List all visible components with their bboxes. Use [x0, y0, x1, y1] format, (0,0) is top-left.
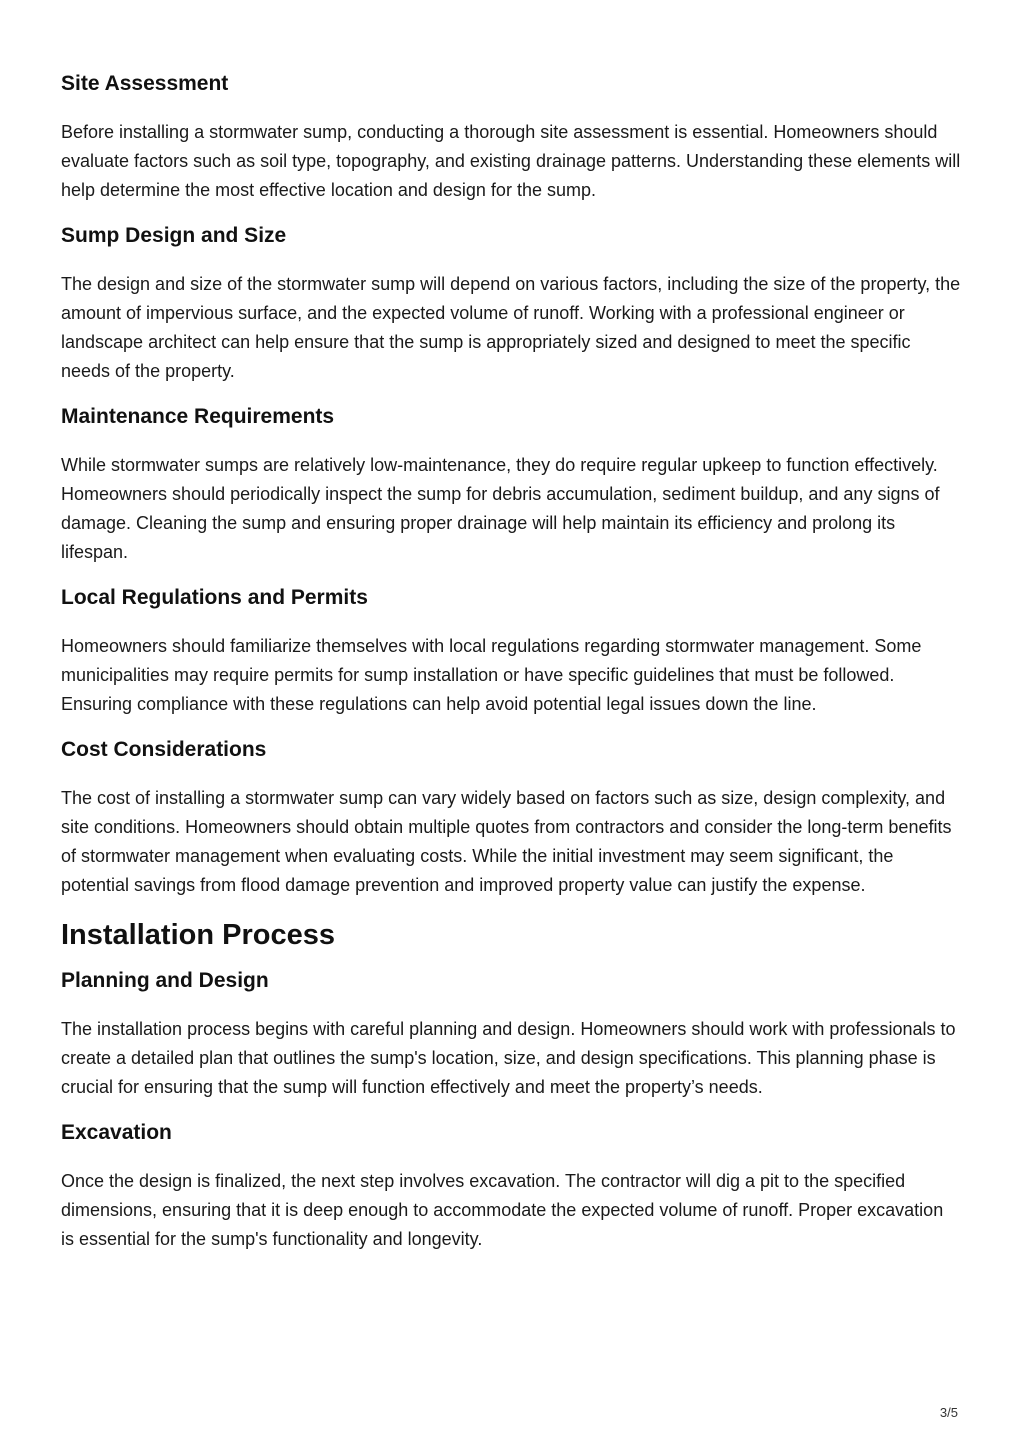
subsection-body-excavation: Once the design is finalized, the next step involves excavation. The contractor will dig a pit to the specified dimensions, ensuring that it is deep enough to accommodate the expected volume of runoff. Proper excavation is essential for the sump's functionality and longevity.: [61, 1171, 944, 1249]
subsection-body-planning: The installation process begins with careful planning and design. Homeowners should work with professionals to create a detailed plan that outlines the sump's location, size, and design specifications. This planning phase is crucial for ensuring that the sump will function effectively and meet the property’s needs.: [61, 1019, 956, 1097]
subsection-heading-excavation: Excavation: [61, 1121, 172, 1144]
section-body-site-assessment: Before installing a stormwater sump, conducting a thorough site assessment is essential. Homeowners should evaluate factors such as soil type, topography, and existing drainage patterns. Understanding these elements will help determine the most effective location and design for the sump.: [61, 122, 961, 200]
section-heading-sump-design: Sump Design and Size: [61, 224, 287, 247]
section-heading-regulations: Local Regulations and Permits: [61, 586, 368, 609]
page-number: 3/5: [939, 1405, 958, 1420]
document-page: [61, 68, 961, 1269]
installation-title: Installation Process: [61, 919, 335, 951]
section-heading-maintenance: Maintenance Requirements: [61, 405, 335, 428]
section-body-sump-design: The design and size of the stormwater sump will depend on various factors, including the size of the property, the amount of impervious surface, and the expected volume of runoff. Working with a professional engineer or landscape architect can help ensure that the sump is appropriately sized and designed to meet the specific needs of the property.: [61, 274, 961, 381]
section-body-regulations: Homeowners should familiarize themselves with local regulations regarding stormwater management. Some municipalities may require permits for sump installation or have specific guidelines that must be followed. Ensuring compliance with these regulations can help avoid potential legal issues down the line.: [61, 636, 922, 714]
subsection-heading-planning: Planning and Design: [61, 969, 269, 992]
section-body-maintenance: While stormwater sumps are relatively low-maintenance, they do require regular upkeep to function effectively. Homeowners should periodically inspect the sump for debris accumulation, sediment buildup, and any signs of damage. Cleaning the sump and ensuring proper drainage will help maintain its efficiency and prolong its lifespan.: [61, 455, 940, 562]
section-heading-site-assessment: Site Assessment: [61, 72, 229, 95]
section-heading-cost: Cost Considerations: [61, 738, 267, 761]
section-body-cost: The cost of installing a stormwater sump can vary widely based on factors such as size, design complexity, and site conditions. Homeowners should obtain multiple quotes from contractors and consider the long-term benefits of stormwater management when evaluating costs. While the initial investment may seem significant, the potential savings from flood damage prevention and improved property value can justify the expense.: [61, 788, 952, 895]
